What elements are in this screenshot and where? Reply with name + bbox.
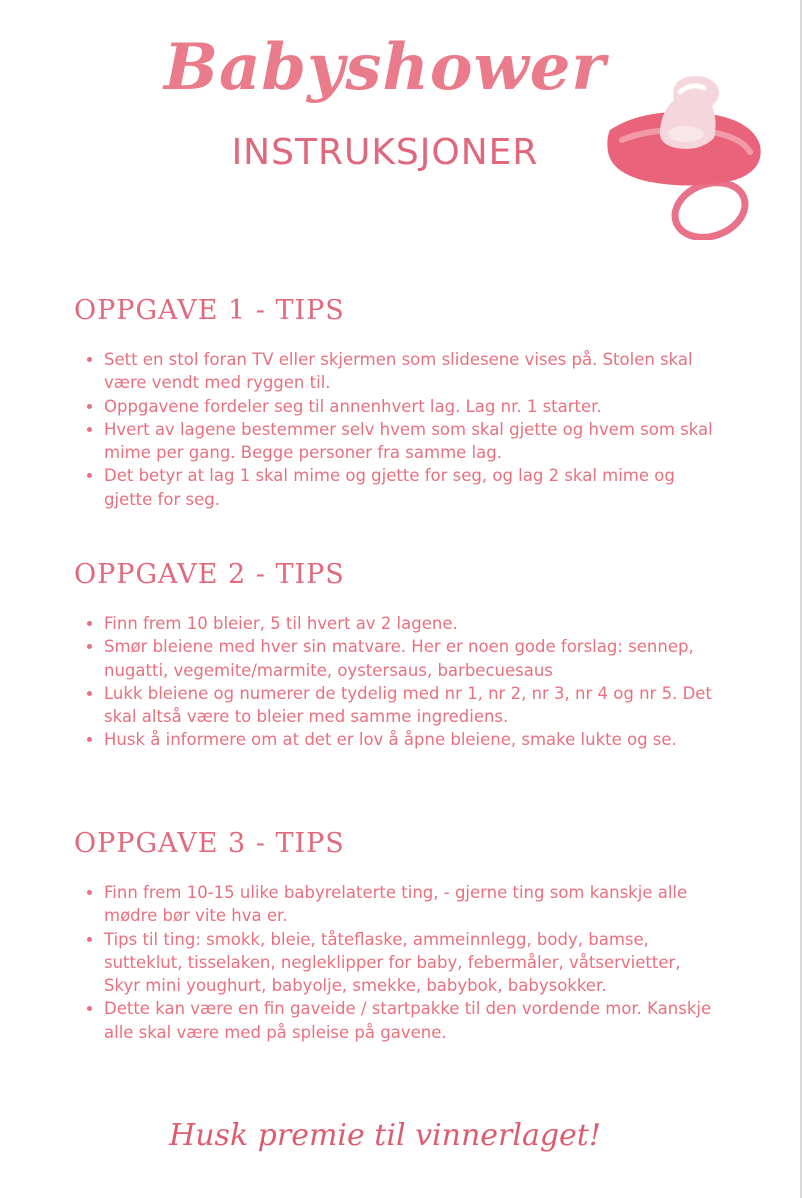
section-heading: OPPGAVE 3 - TIPS <box>74 828 345 859</box>
tips-list <box>74 348 714 511</box>
list-item: • Finn frem 10-15 ulike babyrelaterte ting, - gjerne ting som kanskje alle mødre bør vite hva er. <box>104 881 714 928</box>
list-item: • Dette kan være en fin gaveide / startpakke til den vordende mor. Kanskje alle skal være med på spleise på gavene. <box>104 997 714 1044</box>
list-item: • Tips til ting: smokk, bleie, tåteflaske, ammeinnlegg, body, bamse, sutteklut, tisselaken, negleklipper for baby, febermåler, våtservietter, Skyr mini youghurt, babyolje, smekke, babybok, babysokker. <box>104 928 714 998</box>
list-item: • Smør bleiene med hver sin matvare. Her er noen gode forslag: sennep, nugatti, vegemite/marmite, oystersaus, barbecuesaus <box>104 635 714 682</box>
footer-note: Husk premie til vinnerlaget! <box>169 1118 601 1153</box>
list-item: • Lukk bleiene og numerer de tydelig med nr 1, nr 2, nr 3, nr 4 og nr 5. Det skal altså være to bleier med samme ingrediens. <box>104 682 714 729</box>
pacifier-icon <box>600 70 770 240</box>
page-subtitle: INSTRUKSJONER <box>231 132 539 173</box>
section-oppgave-3 <box>74 828 714 1044</box>
list-item: • Finn frem 10 bleier, 5 til hvert av 2 lagene. <box>104 612 714 635</box>
section-oppgave-1 <box>74 295 714 511</box>
page-title: Babyshower <box>163 30 607 105</box>
list-item: • Oppgavene fordeler seg til annenhvert lag. Lag nr. 1 starter. <box>104 395 714 418</box>
section-heading: OPPGAVE 2 - TIPS <box>74 559 345 590</box>
section-oppgave-2 <box>74 559 714 752</box>
tips-list <box>74 612 714 752</box>
section-heading: OPPGAVE 1 - TIPS <box>74 295 345 326</box>
list-item: • Hvert av lagene bestemmer selv hvem som skal gjette og hvem som skal mime per gang. Begge personer fra samme lag. <box>104 418 714 465</box>
list-item: • Det betyr at lag 1 skal mime og gjette for seg, og lag 2 skal mime og gjette for seg. <box>104 464 714 511</box>
list-item: • Husk å informere om at det er lov å åpne bleiene, smake lukte og se. <box>104 728 714 751</box>
list-item: • Sett en stol foran TV eller skjermen som slidesene vises på. Stolen skal være vendt med ryggen til. <box>104 348 714 395</box>
tips-list <box>74 881 714 1044</box>
